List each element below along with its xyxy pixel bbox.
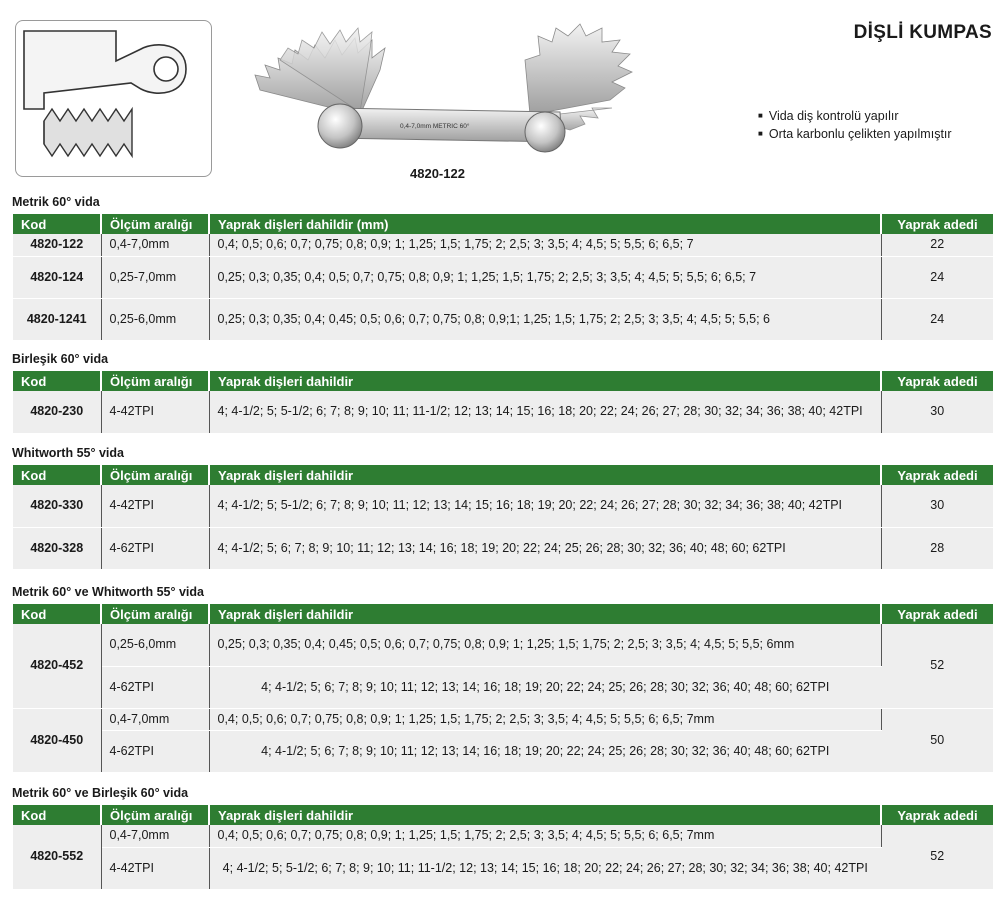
table-row <box>13 847 993 889</box>
table-row <box>13 825 993 847</box>
cell-pitches: 0,4; 0,5; 0,6; 0,7; 0,75; 0,8; 0,9; 1; 1,25; 1,5; 1,75; 2; 2,5; 3; 3,5; 4; 4,5; 5; 5,5; 6; 6,5; 7 <box>209 234 881 256</box>
cell-leaves: 52 <box>881 624 993 708</box>
spec-table <box>13 465 993 570</box>
column-header-pitches: Yaprak dişleri dahildir <box>209 805 881 825</box>
cell-range: 4-62TPI <box>101 730 209 772</box>
section-title: Birleşik 60° vida <box>12 352 109 366</box>
cell-kod: 4820-450 <box>13 708 101 772</box>
cell-leaves: 28 <box>881 527 993 569</box>
product-header <box>0 0 1000 195</box>
cell-leaves: 24 <box>881 298 993 340</box>
product-title: DİŞLİ KUMPAS <box>853 22 992 43</box>
table-header-row <box>13 465 993 485</box>
cell-range: 4-42TPI <box>101 485 209 527</box>
cell-pitches: 4; 4-1/2; 5; 5-1/2; 6; 7; 8; 9; 10; 11; 11-1/2; 12; 13; 14; 15; 16; 18; 20; 22; 24; 26; 27; 28; 30; 32; 34; 36; 38; 40; 42TPI <box>209 847 881 889</box>
spec-table <box>13 214 993 341</box>
gauge-marking: 0,4-7,0mm METRIC 60° <box>400 123 470 130</box>
knurled-knob-right <box>525 112 565 152</box>
cell-leaves: 30 <box>881 391 993 433</box>
column-header-pitches: Yaprak dişleri dahildir (mm) <box>209 214 881 234</box>
column-header-range: Ölçüm aralığı <box>101 604 209 624</box>
cell-range: 4-42TPI <box>101 847 209 889</box>
cell-leaves: 24 <box>881 256 993 298</box>
column-header-pitches: Yaprak dişleri dahildir <box>209 604 881 624</box>
cell-kod: 4820-122 <box>13 234 101 256</box>
section-title: Metrik 60° ve Whitworth 55° vida <box>12 585 204 599</box>
table-header-row <box>13 214 993 234</box>
cell-range: 4-42TPI <box>101 391 209 433</box>
feature-item: ■ Vida diş kontrolü yapılır <box>758 108 952 126</box>
cell-range: 0,25-7,0mm <box>101 256 209 298</box>
cell-kod: 4820-1241 <box>13 298 101 340</box>
spec-table <box>13 604 993 773</box>
section-title: Whitworth 55° vida <box>12 446 124 460</box>
section-title: Metrik 60° ve Birleşik 60° vida <box>12 786 189 800</box>
model-code: 4820-122 <box>410 166 465 181</box>
cell-pitches: 4; 4-1/2; 5; 6; 7; 8; 9; 10; 11; 12; 13; 14; 16; 18; 19; 20; 22; 24; 25; 26; 28; 30; 32; 36; 40; 48; 60; 62TPI <box>209 730 881 772</box>
feature-item: ■ Orta karbonlu çelikten yapılmıştır <box>758 126 952 144</box>
column-header-kod: Kod <box>13 371 101 391</box>
cell-pitches: 4; 4-1/2; 5; 6; 7; 8; 9; 10; 11; 12; 13; 14; 16; 18; 19; 20; 22; 24; 25; 26; 28; 30; 32; 36; 40; 48; 60; 62TPI <box>209 527 881 569</box>
cell-leaves: 50 <box>881 708 993 772</box>
column-header-leaves: Yaprak adedi <box>881 465 993 485</box>
cell-pitches: 0,4; 0,5; 0,6; 0,7; 0,75; 0,8; 0,9; 1; 1,25; 1,5; 1,75; 2; 2,5; 3; 3,5; 4; 4,5; 5; 5,5; 6; 6,5; 7mm <box>209 708 881 730</box>
cell-range: 4-62TPI <box>101 527 209 569</box>
table-header-row <box>13 604 993 624</box>
cell-pitches: 4; 4-1/2; 5; 5-1/2; 6; 7; 8; 9; 10; 11; 11-1/2; 12; 13; 14; 15; 16; 18; 20; 22; 24; 26; 27; 28; 30; 32; 34; 36; 38; 40; 42TPI <box>209 391 881 433</box>
feature-list <box>758 108 952 144</box>
column-header-kod: Kod <box>13 465 101 485</box>
table-row <box>13 256 993 298</box>
column-header-leaves: Yaprak adedi <box>881 604 993 624</box>
table-row <box>13 234 993 256</box>
cell-pitches: 4; 4-1/2; 5; 5-1/2; 6; 7; 8; 9; 10; 11; 12; 13; 14; 15; 16; 18; 19; 20; 22; 24; 26; 27; 28; 30; 32; 34; 36; 38; 40; 42TPI <box>209 485 881 527</box>
table-row <box>13 708 993 730</box>
section-title: Metrik 60° vida <box>12 195 100 209</box>
cell-pitches: 0,25; 0,3; 0,35; 0,4; 0,5; 0,7; 0,75; 0,8; 0,9; 1; 1,25; 1,5; 1,75; 2; 2,5; 3; 3,5; 4; 4,5; 5; 5,5; 6; 6,5; 7 <box>209 256 881 298</box>
table-row <box>13 527 993 569</box>
column-header-kod: Kod <box>13 805 101 825</box>
cell-pitches: 0,4; 0,5; 0,6; 0,7; 0,75; 0,8; 0,9; 1; 1,25; 1,5; 1,75; 2; 2,5; 3; 3,5; 4; 4,5; 5; 5,5; 6; 6,5; 7mm <box>209 825 881 847</box>
column-header-range: Ölçüm aralığı <box>101 371 209 391</box>
column-header-range: Ölçüm aralığı <box>101 465 209 485</box>
spec-table <box>13 371 993 434</box>
table-row <box>13 666 993 708</box>
cell-kod: 4820-552 <box>13 825 101 889</box>
knurled-knob-left <box>318 104 362 148</box>
gauge-leaves-left <box>255 28 385 115</box>
product-photo <box>240 20 640 170</box>
cell-leaves: 30 <box>881 485 993 527</box>
cell-range: 0,4-7,0mm <box>101 825 209 847</box>
cell-kod: 4820-328 <box>13 527 101 569</box>
table-row <box>13 485 993 527</box>
column-header-leaves: Yaprak adedi <box>881 214 993 234</box>
cell-leaves: 52 <box>881 825 993 889</box>
cell-leaves: 22 <box>881 234 993 256</box>
spec-table <box>13 805 993 890</box>
cell-pitches: 0,25; 0,3; 0,35; 0,4; 0,45; 0,5; 0,6; 0,7; 0,75; 0,8; 0,9;1; 1,25; 1,5; 1,75; 2; 2,5; 3; 3,5; 4; 4,5; 5; 5,5; 6 <box>209 298 881 340</box>
table-header-row <box>13 805 993 825</box>
cell-pitches: 0,25; 0,3; 0,35; 0,4; 0,45; 0,5; 0,6; 0,7; 0,75; 0,8; 0,9; 1; 1,25; 1,5; 1,75; 2; 2,5; 3; 3,5; 4; 4,5; 5; 5,5; 6mm <box>209 624 881 666</box>
column-header-range: Ölçüm aralığı <box>101 214 209 234</box>
column-header-range: Ölçüm aralığı <box>101 805 209 825</box>
column-header-leaves: Yaprak adedi <box>881 371 993 391</box>
table-row <box>13 624 993 666</box>
cell-range: 0,25-6,0mm <box>101 624 209 666</box>
cell-range: 0,4-7,0mm <box>101 234 209 256</box>
thread-leaf-drawing <box>16 21 211 176</box>
table-row <box>13 391 993 433</box>
column-header-leaves: Yaprak adedi <box>881 805 993 825</box>
table-row <box>13 730 993 772</box>
cell-kod: 4820-230 <box>13 391 101 433</box>
cell-kod: 4820-452 <box>13 624 101 708</box>
column-header-kod: Kod <box>13 214 101 234</box>
cell-kod: 4820-124 <box>13 256 101 298</box>
table-header-row <box>13 371 993 391</box>
column-header-pitches: Yaprak dişleri dahildir <box>209 371 881 391</box>
column-header-pitches: Yaprak dişleri dahildir <box>209 465 881 485</box>
column-header-kod: Kod <box>13 604 101 624</box>
cell-range: 0,25-6,0mm <box>101 298 209 340</box>
thread-gauge-diagram <box>15 20 212 177</box>
cell-pitches: 4; 4-1/2; 5; 6; 7; 8; 9; 10; 11; 12; 13; 14; 16; 18; 19; 20; 22; 24; 25; 26; 28; 30; 32; 36; 40; 48; 60; 62TPI <box>209 666 881 708</box>
cell-range: 4-62TPI <box>101 666 209 708</box>
table-row <box>13 298 993 340</box>
cell-kod: 4820-330 <box>13 485 101 527</box>
cell-range: 0,4-7,0mm <box>101 708 209 730</box>
